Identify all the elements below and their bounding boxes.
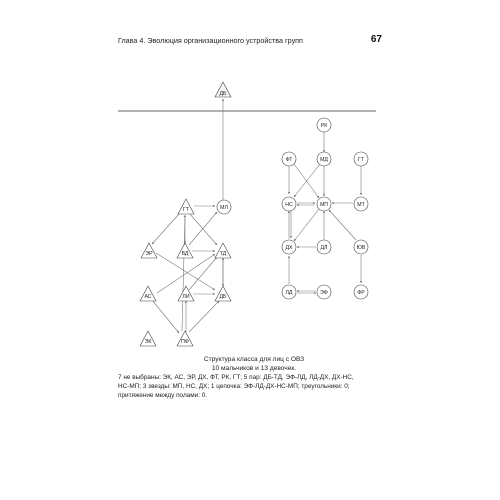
node-label-yuv: ЮВ [356,245,366,251]
node-label-gt: ГТ [183,207,189,213]
chapter-title: Глава 4. Эволюция организационного устройства групп [118,36,303,45]
node-label-dl: ДЛ [320,245,328,251]
node-label-ns: НС [285,202,293,208]
node-label-td: ТД [219,251,227,257]
left-graph-nodes [140,82,231,346]
edge-pf-db [189,301,219,332]
node-label-ld: ЛД [285,290,293,296]
page-number: 67 [370,34,382,45]
figure-caption [150,355,358,373]
node-label-ek: ЭК [144,339,152,345]
node-label-ml: МЛ [220,205,228,211]
node-label-er: ЭР [145,251,153,257]
node-label-mt: МТ [357,202,365,208]
edge-as-pf [152,300,179,333]
node-label-rk: РК [320,123,328,129]
node-label-li: ЛИ [182,294,190,300]
node-label-mp: МП [319,202,329,208]
note-line-2: НС-МП; 3 звезды: МП, НС, ДХ; 1 цепочка: ЭФ-ЛД-ДХ-НС-МП; треугольники: 0; [118,383,350,390]
node-label-db-top: ДБ [219,91,227,97]
figure-notes [118,373,380,400]
edge-pf-gt [182,215,185,331]
node-label-dh: ДХ [285,245,293,251]
edge-yuv-mp [329,210,356,240]
note-line-3: притяжение между полами: 0. [118,392,208,399]
node-label-db: ДБ [219,294,227,300]
edge-mp-dh [294,209,319,241]
edge-gt-er [152,213,180,244]
edge-er-db [156,253,215,290]
node-label-as: АС [144,294,152,300]
caption-title: Структура класса для лиц с ОВЗ [203,356,305,363]
node-label-md: МД [320,157,328,163]
node-label-fr: ФР [357,290,365,296]
node-label-ef: ЭФ [320,290,328,296]
node-label-gt-right: ГТ [358,157,364,163]
node-label-pf: ПФ [181,339,189,345]
node-label-ft: ФТ [285,157,293,163]
note-line-1: 7 не выбраны: ЭК, АС, ЭР, ДХ, ФТ, РК, ГТ; 5 пар: ДБ-ТД, ЭФ-ЛД, ЛД-ДХ, ДХ-НС, [118,374,354,381]
caption-subtitle: 10 мальчиков и 13 девочек. [211,365,297,372]
node-label-vd: ВД [181,251,189,257]
right-graph-nodes [282,118,368,299]
